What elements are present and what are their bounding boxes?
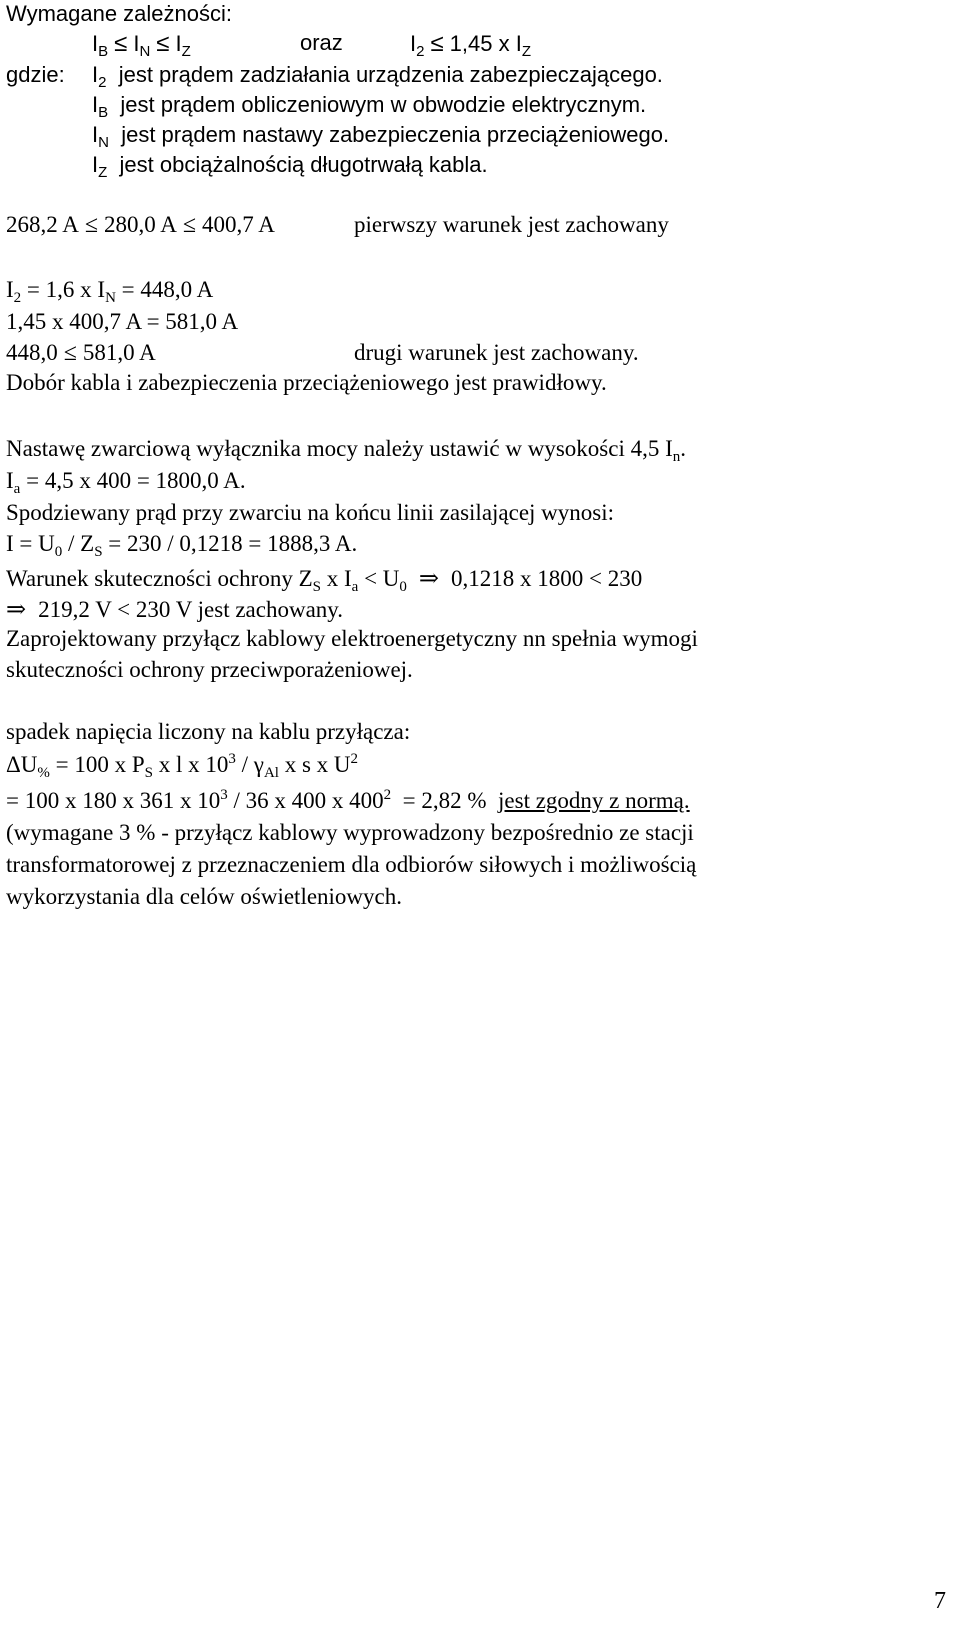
page-number: 7 bbox=[934, 1588, 946, 1614]
le-symbol: ≤ bbox=[156, 30, 170, 57]
voltage-drop-formula: $\Delta U_{\%} = 100$ x $P_S$ x l x $10^3 / \gamma_{Al}$ x s x $U^2$ bbox=[6, 751, 359, 781]
gdzie-label: gdzie: bbox=[6, 62, 65, 87]
requirement-oraz: oraz bbox=[300, 30, 343, 55]
voltage-drop-note3: wykorzystania dla celów oświetleniowych. bbox=[6, 884, 402, 909]
requirement-formula-2: $I_2 \le 1,45$ x $I_Z$ bbox=[410, 30, 531, 60]
shortcircuit-line8: skuteczności ochrony przeciwporażeniowej. bbox=[6, 657, 413, 682]
condition2-conclusion: Dobór kabla i zabezpieczenia przeciążeniowego jest prawidłowy. bbox=[6, 370, 607, 395]
implies-arrow-icon: ⇒ bbox=[418, 566, 440, 592]
definition-I2: $I_2$ jest prądem zadziałania urządzenia zabezpieczającego. bbox=[92, 62, 663, 91]
le-symbol: ≤ bbox=[114, 30, 128, 57]
shortcircuit-line5: Warunek skuteczności ochrony $Z_S$ x $I_a < U_0$ ⇒ 0,1218 x 1800 < 230 bbox=[6, 566, 643, 595]
shortcircuit-line2: $I_a = 4,5$ x 400 = 1800,0 A. bbox=[6, 468, 246, 497]
condition2-line2: 1,45 x 400,7 A = 581,0 A bbox=[6, 309, 239, 334]
condition1-result: pierwszy warunek jest zachowany bbox=[354, 212, 669, 237]
le-symbol: ≤ bbox=[430, 30, 444, 57]
requirement-formula-1: $I_B \le I_N \le I_Z$ bbox=[92, 30, 191, 60]
shortcircuit-line6: ⇒ 219,2 V < 230 V jest zachowany. bbox=[6, 597, 344, 623]
condition2-result: drugi warunek jest zachowany. bbox=[354, 340, 639, 365]
shortcircuit-line4: $I = U_0 / Z_S = 230 / 0,1218 = 1888,3$ A. bbox=[6, 531, 358, 560]
shortcircuit-line1: Nastawę zwarciową wyłącznika mocy należy ustawić w wysokości 4,5 $I_n$. bbox=[6, 436, 687, 465]
definition-IN: $I_N$ jest prądem nastawy zabezpieczenia przeciążeniowego. bbox=[92, 122, 670, 151]
implies-arrow-icon: ⇒ bbox=[6, 597, 27, 623]
condition2-line1: $I_2 = 1,6$ x $I_N = 448,0$ A bbox=[6, 277, 214, 306]
definition-IB: $I_B$ jest prądem obliczeniowym w obwodzie elektrycznym. bbox=[92, 92, 647, 121]
condition1-formula: 268,2 A ≤ 280,0 A ≤ 400,7 A bbox=[6, 212, 275, 238]
requirements-title: Wymagane zależności: bbox=[6, 1, 233, 26]
voltage-drop-calculation: = 100 x 180 x 361 x $10^3 / 36$ x 400 x $400^2 = 2,82$ % jest zgodny z normą. bbox=[6, 787, 690, 813]
shortcircuit-line7: Zaprojektowany przyłącz kablowy elektroenergetyczny nn spełnia wymogi bbox=[6, 626, 698, 651]
voltage-drop-title: spadek napięcia liczony na kablu przyłącza: bbox=[6, 719, 411, 744]
shortcircuit-line3: Spodziewany prąd przy zwarciu na końcu linii zasilającej wynosi: bbox=[6, 500, 615, 525]
condition2-line3: 448,0 ≤ 581,0 A bbox=[6, 340, 156, 366]
voltage-drop-note1: (wymagane 3 % - przyłącz kablowy wyprowadzony bezpośrednio ze stacji bbox=[6, 820, 694, 845]
definition-IZ: $I_Z$ jest obciążalnością długotrwałą kabla. bbox=[92, 152, 488, 181]
voltage-drop-note2: transformatorowej z przeznaczeniem dla odbiorów siłowych i możliwością bbox=[6, 852, 697, 877]
